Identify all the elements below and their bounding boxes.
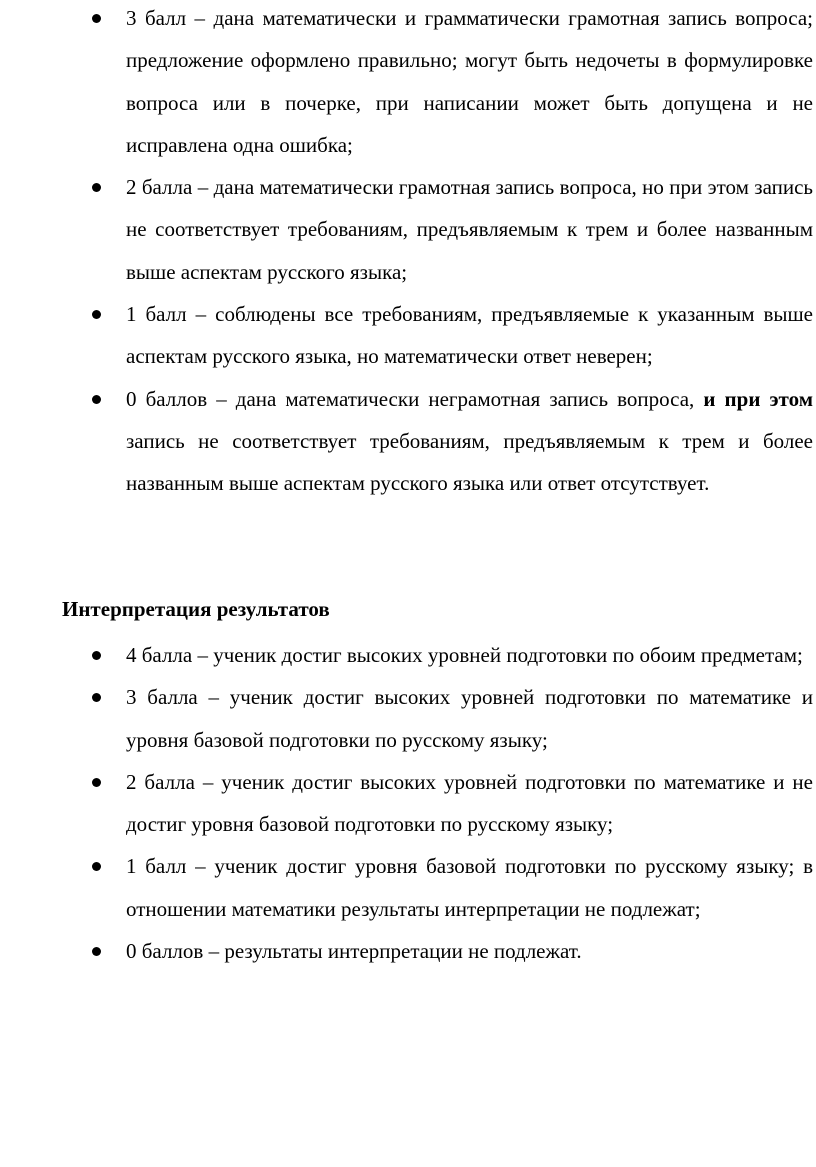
list-item (0, 930, 816, 972)
list-item-text-after: запись не соответствует требованиям, предъявляемым к трем и более названным выше аспектам русского языка или ответ отсутствует. (126, 428, 813, 496)
bullet-icon (92, 651, 101, 660)
bullet-icon (92, 862, 101, 871)
bold-emphasis: и при этом (703, 386, 813, 411)
list-item-text: 1 балл – соблюдены все требованиям, предъявляемые к указанным выше аспектам русского языка, но математически ответ неверен; (126, 302, 813, 369)
list-item-text: 0 баллов – результаты интерпретации не подлежат. (126, 939, 582, 964)
list-item-text: 2 балла – дана математически грамотная запись вопроса, но при этом запись не соответствует требованиям, предъявляемым к трем и более названным выше аспектам русского языка; (126, 175, 813, 284)
criteria-list (0, 0, 816, 505)
list-item-text-before: 0 баллов – дана математически неграмотная запись вопроса, (126, 386, 704, 411)
list-item-text: 3 балл – дана математически и грамматически грамотная запись вопроса; предложение оформлено правильно; могут быть недочеты в формулировке вопроса или в почерке, при написании может быть допущена и не исправлена одна ошибка; (126, 6, 813, 157)
bullet-icon (92, 310, 101, 319)
list-item-text: 4 балла – ученик достиг высоких уровней подготовки по обоим предметам; (126, 643, 803, 667)
list-item (0, 166, 816, 293)
list-item (0, 676, 816, 761)
list-item (0, 0, 816, 166)
bullet-icon (92, 14, 101, 23)
bullet-icon (92, 693, 101, 702)
list-item (0, 761, 816, 846)
list-item (0, 378, 816, 505)
list-item-text: 2 балла – ученик достиг высоких уровней подготовки по математике и не достиг уровня базовой подготовки по русскому языку; (126, 769, 813, 837)
interpretation-list (0, 634, 816, 972)
section-heading: Интерпретация результатов (62, 597, 330, 621)
list-item (0, 845, 816, 930)
list-item (0, 293, 816, 378)
list-item (0, 634, 816, 676)
bullet-icon (92, 183, 101, 192)
bullet-icon (92, 778, 101, 787)
list-item-text: 1 балл – ученик достиг уровня базовой подготовки по русскому языку; в отношении математики результаты интерпретации не подлежат; (126, 854, 813, 921)
bullet-icon (92, 947, 101, 956)
bullet-icon (92, 395, 101, 404)
list-item-text: 3 балла – ученик достиг высоких уровней подготовки по математике и уровня базовой подготовки по русскому языку; (126, 685, 813, 752)
